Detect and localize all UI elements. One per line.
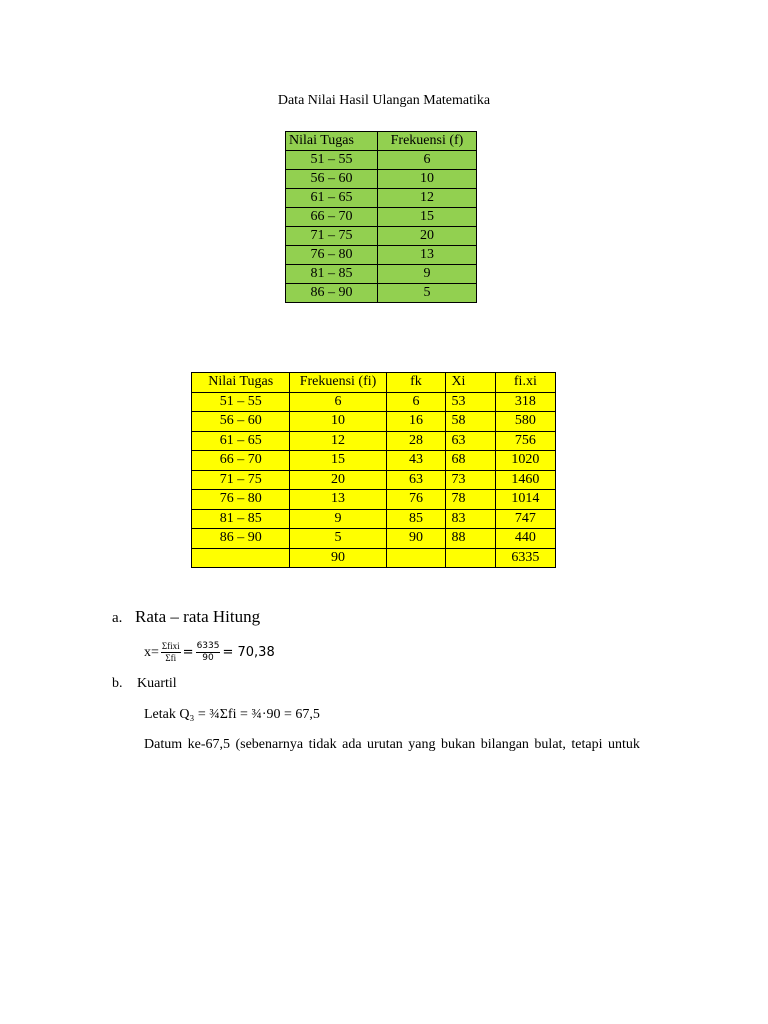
fraction-denominator: 90 bbox=[202, 653, 214, 663]
section-b-heading bbox=[112, 676, 177, 692]
table-cell: 86 – 90 bbox=[192, 529, 290, 549]
fraction-values bbox=[196, 641, 221, 664]
table-cell: 76 bbox=[386, 490, 446, 510]
table-cell: 6 bbox=[378, 151, 477, 170]
table-row bbox=[192, 509, 556, 529]
table-cell: 6 bbox=[290, 392, 386, 412]
table-cell: 58 bbox=[446, 412, 495, 432]
table-cell: 5 bbox=[290, 529, 386, 549]
table-cell: 13 bbox=[290, 490, 386, 510]
table-cell: 9 bbox=[290, 509, 386, 529]
column-header: Frekuensi (f) bbox=[378, 132, 477, 151]
table-row bbox=[286, 246, 477, 265]
table-cell: 56 – 60 bbox=[192, 412, 290, 432]
table-cell: 6 bbox=[386, 392, 446, 412]
column-header: fk bbox=[386, 373, 446, 393]
table-cell: 71 – 75 bbox=[192, 470, 290, 490]
table-cell: 61 – 65 bbox=[286, 189, 378, 208]
table-cell: 20 bbox=[290, 470, 386, 490]
table-row bbox=[286, 284, 477, 303]
table-cell bbox=[386, 548, 446, 568]
table-row bbox=[286, 227, 477, 246]
table-cell: 756 bbox=[495, 431, 555, 451]
table-cell: 15 bbox=[290, 451, 386, 471]
section-a-title: Rata – rata Hitung bbox=[135, 607, 261, 626]
table-cell: 76 – 80 bbox=[286, 246, 378, 265]
table-cell: 51 – 55 bbox=[286, 151, 378, 170]
table-cell: 51 – 55 bbox=[192, 392, 290, 412]
table-cell: 68 bbox=[446, 451, 495, 471]
table-cell: 83 bbox=[446, 509, 495, 529]
column-header: fi.xi bbox=[495, 373, 555, 393]
mean-result: = 70,38 bbox=[222, 645, 275, 660]
table-cell: 440 bbox=[495, 529, 555, 549]
table-cell: 16 bbox=[386, 412, 446, 432]
table-cell: 43 bbox=[386, 451, 446, 471]
table-cell: 56 – 60 bbox=[286, 170, 378, 189]
table-cell: 78 bbox=[446, 490, 495, 510]
table-cell: 85 bbox=[386, 509, 446, 529]
table-cell: 81 – 85 bbox=[286, 265, 378, 284]
table-cell: 318 bbox=[495, 392, 555, 412]
section-a-label: a. bbox=[112, 610, 123, 626]
table-cell: 90 bbox=[386, 529, 446, 549]
table-cell: 10 bbox=[290, 412, 386, 432]
table-header-row bbox=[286, 132, 477, 151]
table-row bbox=[286, 151, 477, 170]
table-row bbox=[192, 392, 556, 412]
table-cell: 66 – 70 bbox=[192, 451, 290, 471]
table-row bbox=[192, 412, 556, 432]
table-cell bbox=[446, 548, 495, 568]
table-row bbox=[192, 470, 556, 490]
table-cell: 10 bbox=[378, 170, 477, 189]
column-header: Nilai Tugas bbox=[192, 373, 290, 393]
calculation-table bbox=[191, 372, 556, 568]
section-b-label: b. bbox=[112, 676, 123, 691]
table-cell: 12 bbox=[378, 189, 477, 208]
table-cell: 81 – 85 bbox=[192, 509, 290, 529]
table-cell: 9 bbox=[378, 265, 477, 284]
table-cell: 90 bbox=[290, 548, 386, 568]
section-a-heading bbox=[112, 607, 260, 627]
table-row bbox=[192, 529, 556, 549]
table-header-row bbox=[192, 373, 556, 393]
frequency-table bbox=[285, 131, 477, 303]
table-row bbox=[286, 170, 477, 189]
fraction-sum bbox=[161, 641, 181, 664]
table-cell: 1460 bbox=[495, 470, 555, 490]
column-header: Xi bbox=[446, 373, 495, 393]
table-cell: 12 bbox=[290, 431, 386, 451]
table-cell: 6335 bbox=[495, 548, 555, 568]
fraction-denominator: Σfi bbox=[165, 653, 177, 663]
section-b-title: Kuartil bbox=[137, 676, 177, 691]
fraction-numerator: 6335 bbox=[196, 641, 220, 651]
table-cell: 73 bbox=[446, 470, 495, 490]
table-cell: 86 – 90 bbox=[286, 284, 378, 303]
table-cell: 580 bbox=[495, 412, 555, 432]
table-row bbox=[286, 189, 477, 208]
column-header: Nilai Tugas bbox=[286, 132, 378, 151]
datum-explanation-text: Datum ke-67,5 (sebenarnya tidak ada urutan yang bukan bilangan bulat, tetapi untuk bbox=[144, 737, 640, 752]
table-row bbox=[192, 431, 556, 451]
table-cell: 76 – 80 bbox=[192, 490, 290, 510]
table-total-row bbox=[192, 548, 556, 568]
table-cell bbox=[192, 548, 290, 568]
table-cell: 5 bbox=[378, 284, 477, 303]
fraction-numerator: Σfixi bbox=[161, 641, 180, 651]
formula-lhs: x= bbox=[144, 644, 159, 660]
column-header: Frekuensi (fi) bbox=[290, 373, 386, 393]
mean-formula bbox=[144, 641, 275, 664]
table-cell: 13 bbox=[378, 246, 477, 265]
table-cell: 63 bbox=[386, 470, 446, 490]
quartile-position-text: Letak Q₃ = ¾Σfi = ¾·90 = 67,5 bbox=[144, 707, 320, 722]
table-row bbox=[286, 208, 477, 227]
table-cell: 61 – 65 bbox=[192, 431, 290, 451]
table-cell: 1014 bbox=[495, 490, 555, 510]
table-cell: 53 bbox=[446, 392, 495, 412]
equals-sign: = bbox=[182, 645, 194, 660]
table-row bbox=[192, 451, 556, 471]
table-row bbox=[286, 265, 477, 284]
table-cell: 63 bbox=[446, 431, 495, 451]
table-row bbox=[192, 490, 556, 510]
table-cell: 747 bbox=[495, 509, 555, 529]
table-cell: 28 bbox=[386, 431, 446, 451]
table-cell: 1020 bbox=[495, 451, 555, 471]
table-cell: 71 – 75 bbox=[286, 227, 378, 246]
table-cell: 88 bbox=[446, 529, 495, 549]
table-cell: 66 – 70 bbox=[286, 208, 378, 227]
document-title: Data Nilai Hasil Ulangan Matematika bbox=[277, 93, 491, 108]
table-cell: 20 bbox=[378, 227, 477, 246]
table-cell: 15 bbox=[378, 208, 477, 227]
